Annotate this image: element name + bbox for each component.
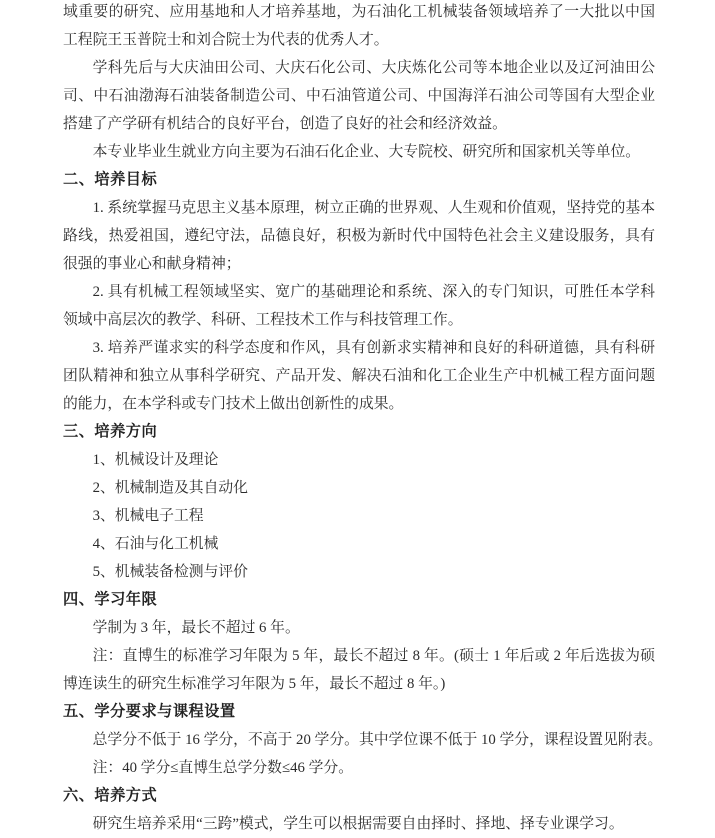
- section-heading: 二、培养目标: [63, 171, 158, 188]
- text-line: 工程院王玉普院士和刘合院士为代表的优秀人才。: [63, 32, 389, 48]
- section-heading: 五、学分要求与课程设置: [63, 703, 236, 720]
- text-line: 2、机械制造及其自动化: [92, 480, 248, 496]
- text-line: 的能力，在本学科或专门技术上做出创新性的成果。: [63, 396, 404, 412]
- text-line: 路线，热爱祖国，遵纪守法，品德良好，积极为新时代中国特色社会主义建设服务，具有: [63, 228, 655, 244]
- document-page: [63, 0, 663, 838]
- text-line: 研究生培养采用“三跨”模式，学生可以根据需要自由择时、择地、择专业课学习。: [92, 816, 624, 832]
- text-line: 3、机械电子工程: [92, 508, 204, 524]
- text-line: 1、机械设计及理论: [92, 452, 219, 468]
- text-line: 很强的事业心和献身精神；: [63, 256, 241, 272]
- text-line: 4、石油与化工机械: [92, 536, 219, 552]
- text-line: 注：直博生的标准学习年限为 5 年，最长不超过 8 年。(硕士 1 年后或 2 年后选拔为硕: [92, 648, 655, 664]
- text-line: 本专业毕业生就业方向主要为石油石化企业、大专院校、研究所和国家机关等单位。: [92, 144, 641, 160]
- text-line: 司、中石油渤海石油装备制造公司、中石油管道公司、中国海洋石油公司等国有大型企业: [63, 88, 655, 104]
- text-line: 域重要的研究、应用基地和人才培养基地，为石油化工机械装备领域培养了一大批以中国: [63, 4, 655, 20]
- text-line: 团队精神和独立从事科学研究、产品开发、解决石油和化工企业生产中机械工程方面问题: [63, 368, 655, 384]
- text-line: 学科先后与大庆油田公司、大庆石化公司、大庆炼化公司等本地企业以及辽河油田公: [92, 60, 655, 76]
- text-line: 注：40 学分≤直博生总学分数≤46 学分。: [92, 760, 353, 776]
- section-heading: 六、培养方式: [63, 787, 158, 804]
- text-line: 2. 具有机械工程领域坚实、宽广的基础理论和系统、深入的专门知识，可胜任本学科: [92, 284, 655, 300]
- text-line: 1. 系统掌握马克思主义基本原理，树立正确的世界观、人生观和价值观，坚持党的基本: [92, 200, 655, 216]
- text-line: 5、机械装备检测与评价: [92, 564, 248, 580]
- text-line: 3. 培养严谨求实的科学态度和作风，具有创新求实精神和良好的科研道德，具有科研: [92, 340, 655, 356]
- text-line: 博连读生的研究生标准学习年限为 5 年，最长不超过 8 年。): [63, 676, 446, 692]
- text-line: 搭建了产学研有机结合的良好平台，创造了良好的社会和经济效益。: [63, 116, 507, 132]
- text-line: 总学分不低于 16 学分，不高于 20 学分。其中学位课不低于 10 学分，课程设置见附表。: [92, 732, 663, 748]
- text-line: 领域中高层次的教学、科研、工程技术工作与科技管理工作。: [63, 312, 463, 328]
- text-line: 学制为 3 年，最长不超过 6 年。: [92, 620, 300, 636]
- section-heading: 三、培养方向: [63, 423, 158, 440]
- section-heading: 四、学习年限: [63, 591, 158, 608]
- document-body: [63, 0, 663, 838]
